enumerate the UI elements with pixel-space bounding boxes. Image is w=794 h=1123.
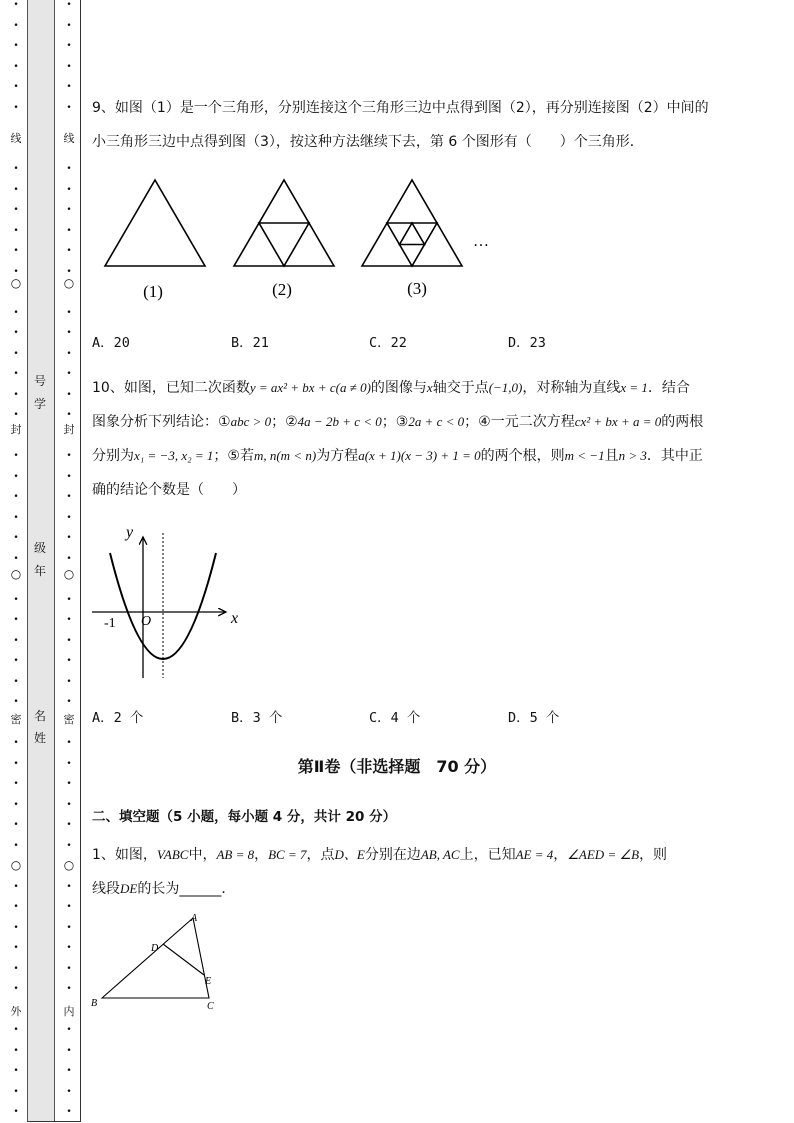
q10-text bbox=[92, 371, 752, 507]
left-margin-dot: • bbox=[13, 697, 19, 707]
right-margin-char: 密 bbox=[63, 713, 75, 726]
right-margin-dot: • bbox=[66, 348, 72, 359]
part2-title: 第Ⅱ卷（非选择题 70 分） bbox=[297, 757, 497, 776]
right-margin-dot: • bbox=[66, 410, 72, 420]
right-margin-dot: • bbox=[66, 963, 72, 974]
left-margin-dot: • bbox=[13, 0, 19, 10]
left-margin-dot: • bbox=[13, 512, 19, 523]
left-margin-dot: • bbox=[13, 984, 19, 994]
left-margin-dot: • bbox=[13, 533, 19, 543]
q10-line1: 10、如图，已知二次函数y = ax² + bx + c(a ≠ 0)的图像与x轴交于点(−1,0)，对称轴为直线x = 1．结合 bbox=[92, 380, 690, 396]
right-margin-char: 内 bbox=[63, 1005, 75, 1018]
left-margin-dot: • bbox=[13, 389, 19, 400]
right-margin-dot: • bbox=[66, 328, 72, 338]
q10-option-c: C．4 个 bbox=[369, 710, 421, 726]
left-margin-dot: • bbox=[13, 779, 19, 789]
left-margin-dot: • bbox=[13, 184, 19, 195]
right-margin-dot: • bbox=[66, 20, 72, 31]
left-margin-dot: • bbox=[13, 943, 19, 953]
left-margin-dot: • bbox=[13, 410, 19, 420]
left-margin-dot: • bbox=[13, 164, 19, 174]
segment-de bbox=[163, 944, 204, 975]
right-margin-dot: • bbox=[66, 615, 72, 625]
right-margin-dot: • bbox=[66, 266, 72, 277]
fig-label-2: (2) bbox=[272, 280, 292, 299]
neg-one-label: -1 bbox=[104, 616, 116, 631]
right-margin-dot: • bbox=[66, 246, 72, 256]
right-margin-dot: • bbox=[66, 492, 72, 502]
right-margin-dot: • bbox=[66, 553, 72, 564]
left-margin-char: 外 bbox=[10, 1005, 22, 1018]
left-margin-dot: • bbox=[13, 307, 19, 318]
right-margin-dot: • bbox=[66, 0, 72, 10]
right-margin-dot: • bbox=[66, 779, 72, 789]
left-margin-dot: • bbox=[13, 615, 19, 625]
left-margin-dot: • bbox=[13, 881, 19, 892]
right-margin-dot: • bbox=[66, 799, 72, 810]
left-margin-circle-mark: ○ bbox=[10, 858, 22, 872]
x-axis-label: x bbox=[231, 610, 239, 627]
point-e-label: E bbox=[205, 976, 212, 987]
left-margin-dot: • bbox=[13, 963, 19, 974]
q9-figure bbox=[95, 170, 515, 305]
right-margin-dot: • bbox=[66, 102, 72, 113]
q10-option-d: D．5 个 bbox=[508, 710, 560, 726]
left-margin-dot: • bbox=[13, 1066, 19, 1076]
right-margin-dot: • bbox=[66, 881, 72, 892]
q9-line2: 小三角形三边中点得到图（3），按这种方法继续下去，第 6 个图形有（ ）个三角形． bbox=[92, 134, 644, 150]
left-margin-dot: • bbox=[13, 635, 19, 646]
right-margin-dot: • bbox=[66, 1045, 72, 1056]
right-margin-circle-mark: ○ bbox=[63, 276, 75, 290]
triangle-fig1 bbox=[105, 180, 205, 266]
q9-option-c: C．22 bbox=[369, 335, 407, 351]
right-margin-dot: • bbox=[66, 1025, 72, 1035]
right-margin-dot: • bbox=[66, 61, 72, 72]
label-ji: 级 bbox=[33, 541, 46, 555]
right-margin-dot: • bbox=[66, 1107, 72, 1117]
right-margin-dot: • bbox=[66, 902, 72, 912]
left-margin-dot: • bbox=[13, 799, 19, 810]
triangle-fig3-inner bbox=[400, 223, 425, 245]
fill1-line2: 线段DE的长为______． bbox=[92, 881, 236, 897]
left-margin-dot: • bbox=[13, 451, 19, 461]
right-margin-dot: • bbox=[66, 697, 72, 707]
left-margin-dot: • bbox=[13, 471, 19, 482]
fill1-text bbox=[92, 838, 752, 906]
right-margin-char: 线 bbox=[63, 132, 75, 145]
left-margin-dot: • bbox=[13, 738, 19, 748]
q9-option-a: A．20 bbox=[92, 335, 130, 351]
q9-line1: 9、如图（1）是一个三角形，分别连接这个三角形三边中点得到图（2），再分别连接图（2）中间的 bbox=[92, 100, 709, 116]
y-axis-label: y bbox=[126, 524, 134, 541]
right-margin-dot: • bbox=[66, 471, 72, 482]
left-margin-circle-mark: ○ bbox=[10, 276, 22, 290]
right-margin-dot: • bbox=[66, 840, 72, 851]
right-margin-dot: • bbox=[66, 758, 72, 769]
left-margin-char: 封 bbox=[10, 423, 22, 436]
right-margin-dot: • bbox=[66, 635, 72, 646]
binding-line bbox=[80, 0, 81, 1121]
left-margin-dot: • bbox=[13, 225, 19, 236]
right-dotted-column bbox=[59, 0, 79, 1123]
vertex-a-label: A bbox=[191, 913, 198, 924]
left-margin-dot: • bbox=[13, 1086, 19, 1097]
left-margin-dot: • bbox=[13, 820, 19, 830]
origin-label: O bbox=[141, 614, 152, 629]
right-margin-dot: • bbox=[66, 656, 72, 666]
right-margin-dot: • bbox=[66, 307, 72, 318]
label-ming: 名 bbox=[33, 709, 46, 723]
left-margin-dot: • bbox=[13, 1045, 19, 1056]
left-margin-dot: • bbox=[13, 1107, 19, 1117]
left-margin-dot: • bbox=[13, 922, 19, 933]
left-margin-char: 密 bbox=[10, 713, 22, 726]
vertex-c-label: C bbox=[207, 1001, 214, 1012]
left-margin-dot: • bbox=[13, 553, 19, 564]
left-margin-dot: • bbox=[13, 369, 19, 379]
right-margin-dot: • bbox=[66, 512, 72, 523]
right-margin-dot: • bbox=[66, 594, 72, 605]
left-margin-dot: • bbox=[13, 266, 19, 277]
q10-option-a: A．2 个 bbox=[92, 710, 144, 726]
right-margin-dot: • bbox=[66, 41, 72, 51]
label-xue: 学 bbox=[33, 397, 46, 411]
right-margin-dot: • bbox=[66, 676, 72, 687]
right-margin-dot: • bbox=[66, 205, 72, 215]
label-nian: 年 bbox=[33, 564, 46, 578]
q9-option-d: D．23 bbox=[508, 335, 546, 351]
q10-line4: 确的结论个数是（ ） bbox=[92, 482, 246, 498]
right-margin-dot: • bbox=[66, 922, 72, 933]
left-margin-dot: • bbox=[13, 492, 19, 502]
left-margin-dot: • bbox=[13, 328, 19, 338]
point-d-label: D bbox=[151, 943, 159, 954]
right-margin-circle-mark: ○ bbox=[63, 567, 75, 581]
right-margin-dot: • bbox=[66, 164, 72, 174]
q10-option-b: B．3 个 bbox=[231, 710, 283, 726]
left-margin-dot: • bbox=[13, 205, 19, 215]
left-margin-dot: • bbox=[13, 348, 19, 359]
fill1-line1: 1、如图，VABC中，AB = 8，BC = 7，点D、E分别在边AB, AC上，已知AE = 4，∠AED = ∠B，则 bbox=[92, 847, 668, 863]
left-margin-dot: • bbox=[13, 594, 19, 605]
left-margin-dot: • bbox=[13, 758, 19, 769]
left-margin-dot: • bbox=[13, 102, 19, 113]
right-margin-dot: • bbox=[66, 389, 72, 400]
right-margin-dot: • bbox=[66, 225, 72, 236]
right-margin-dot: • bbox=[66, 533, 72, 543]
q9-text bbox=[92, 91, 752, 159]
right-margin-dot: • bbox=[66, 1086, 72, 1097]
fig-label-3: (3) bbox=[407, 279, 427, 298]
fill1-triangle-figure bbox=[88, 908, 228, 1018]
right-margin-dot: • bbox=[66, 184, 72, 195]
left-margin-dot: • bbox=[13, 82, 19, 92]
right-margin-circle-mark: ○ bbox=[63, 858, 75, 872]
q10-line3: 分别为x₁ = −3, x₂ = 1；⑤若m, n(m < n)为方程a(x + 1)(x − 3) + 1 = 0的两个根，则m < −1且n > 3．其中正 bbox=[92, 448, 703, 464]
label-xing: 姓 bbox=[33, 731, 46, 745]
right-margin-dot: • bbox=[66, 369, 72, 379]
q9-option-b: B．21 bbox=[231, 335, 269, 351]
binding-strip bbox=[27, 0, 55, 1121]
label-hao: 号 bbox=[33, 374, 46, 388]
left-margin-dot: • bbox=[13, 246, 19, 256]
left-margin-dot: • bbox=[13, 676, 19, 687]
right-margin-dot: • bbox=[66, 738, 72, 748]
left-margin-dot: • bbox=[13, 840, 19, 851]
left-margin-dot: • bbox=[13, 61, 19, 72]
right-margin-dot: • bbox=[66, 1066, 72, 1076]
ellipsis: … bbox=[473, 233, 489, 250]
triangle-abc bbox=[102, 918, 212, 998]
right-margin-dot: • bbox=[66, 451, 72, 461]
triangle-fig2-inner bbox=[259, 223, 309, 266]
left-margin-circle-mark: ○ bbox=[10, 567, 22, 581]
vertex-b-label: B bbox=[91, 998, 98, 1009]
fig-label-1: (1) bbox=[143, 282, 163, 301]
right-margin-dot: • bbox=[66, 82, 72, 92]
left-margin-dot: • bbox=[13, 656, 19, 666]
left-margin-dot: • bbox=[13, 902, 19, 912]
q10-line2: 图象分析下列结论：①abc > 0；②4a − 2b + c < 0；③2a + c < 0；④一元二次方程cx² + bx + a = 0的两根 bbox=[92, 414, 704, 430]
left-dotted-column bbox=[6, 0, 26, 1123]
q10-parabola-graph bbox=[88, 515, 258, 685]
left-margin-dot: • bbox=[13, 1025, 19, 1035]
right-margin-char: 封 bbox=[63, 423, 75, 436]
left-margin-dot: • bbox=[13, 20, 19, 31]
right-margin-dot: • bbox=[66, 820, 72, 830]
section-fill-blank: 二、填空题（5 小题，每小题 4 分，共计 20 分） bbox=[92, 809, 397, 825]
left-margin-char: 线 bbox=[10, 132, 22, 145]
right-margin-dot: • bbox=[66, 943, 72, 953]
right-margin-dot: • bbox=[66, 984, 72, 994]
left-margin-dot: • bbox=[13, 41, 19, 51]
